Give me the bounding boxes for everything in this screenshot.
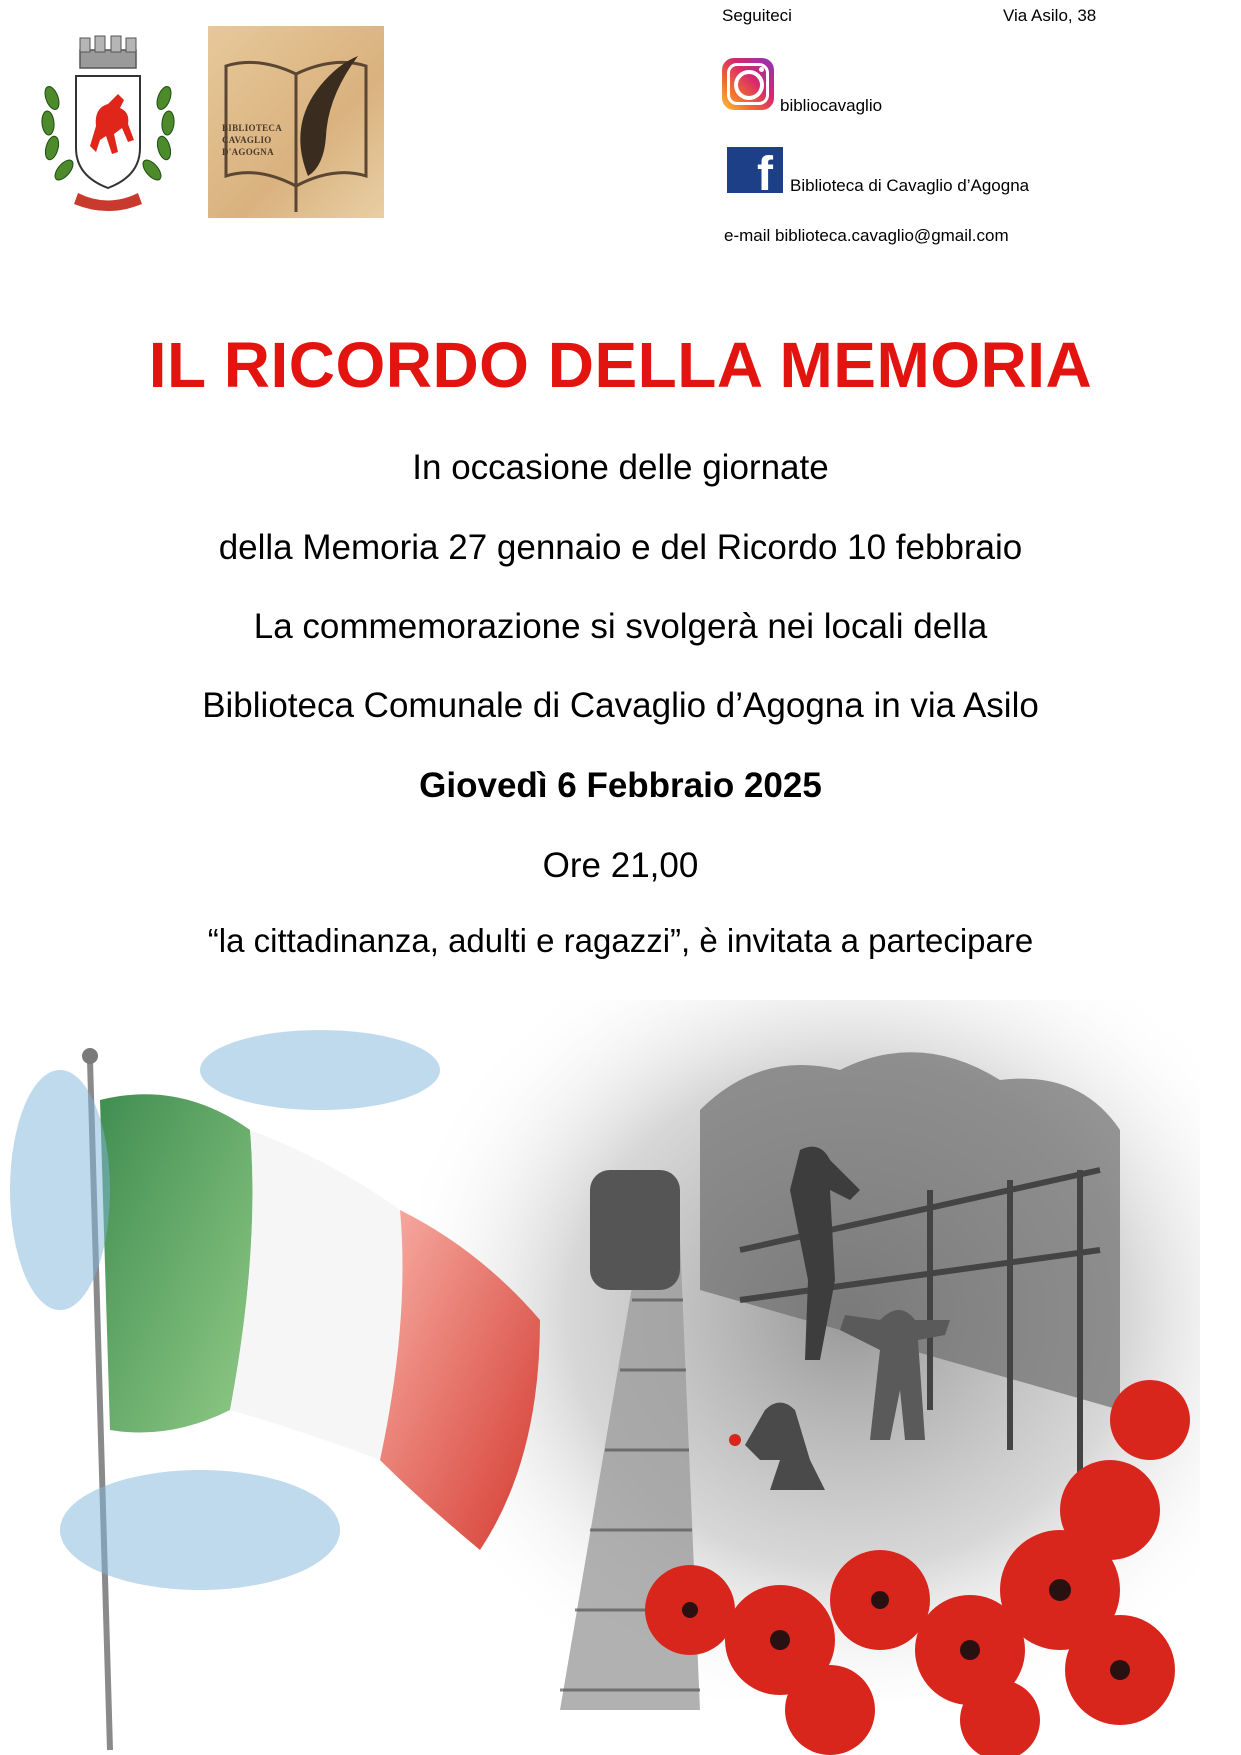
library-logo-text: BIBLIOTECA CAVAGLIO D'AGOGNA	[222, 123, 283, 157]
intro-line-3: La commemorazione si svolgerà nei locali della	[253, 607, 988, 646]
instagram-icon[interactable]	[722, 58, 774, 110]
event-date: Giovedì 6 Febbraio 2025	[419, 766, 822, 805]
memorial-illustration	[0, 990, 1241, 1755]
intro-line-1: In occasione delle giornate	[412, 448, 829, 487]
intro-line-2: della Memoria 27 gennaio e del Ricordo 10 febbraio	[218, 528, 1023, 567]
library-logo	[208, 26, 384, 218]
follow-us-label: Seguiteci	[722, 6, 792, 25]
instagram-handle[interactable]: bibliocavaglio	[780, 96, 883, 115]
municipal-coat-of-arms	[38, 28, 178, 218]
intro-line-4: Biblioteca Comunale di Cavaglio d’Agogna in via Asilo	[202, 686, 1039, 725]
invitation-text: “la cittadinanza, adulti e ragazzi”, è invitata a partecipare	[207, 922, 1034, 959]
facebook-page-name[interactable]: Biblioteca di Cavaglio d’Agogna	[790, 176, 1030, 195]
address: Via Asilo, 38	[1003, 6, 1097, 25]
event-time: Ore 21,00	[542, 846, 699, 885]
facebook-icon[interactable]: f	[727, 147, 783, 193]
email-contact[interactable]: e-mail biblioteca.cavaglio@gmail.com	[724, 226, 1009, 245]
poster-title: IL RICORDO DELLA MEMORIA	[148, 329, 1093, 401]
